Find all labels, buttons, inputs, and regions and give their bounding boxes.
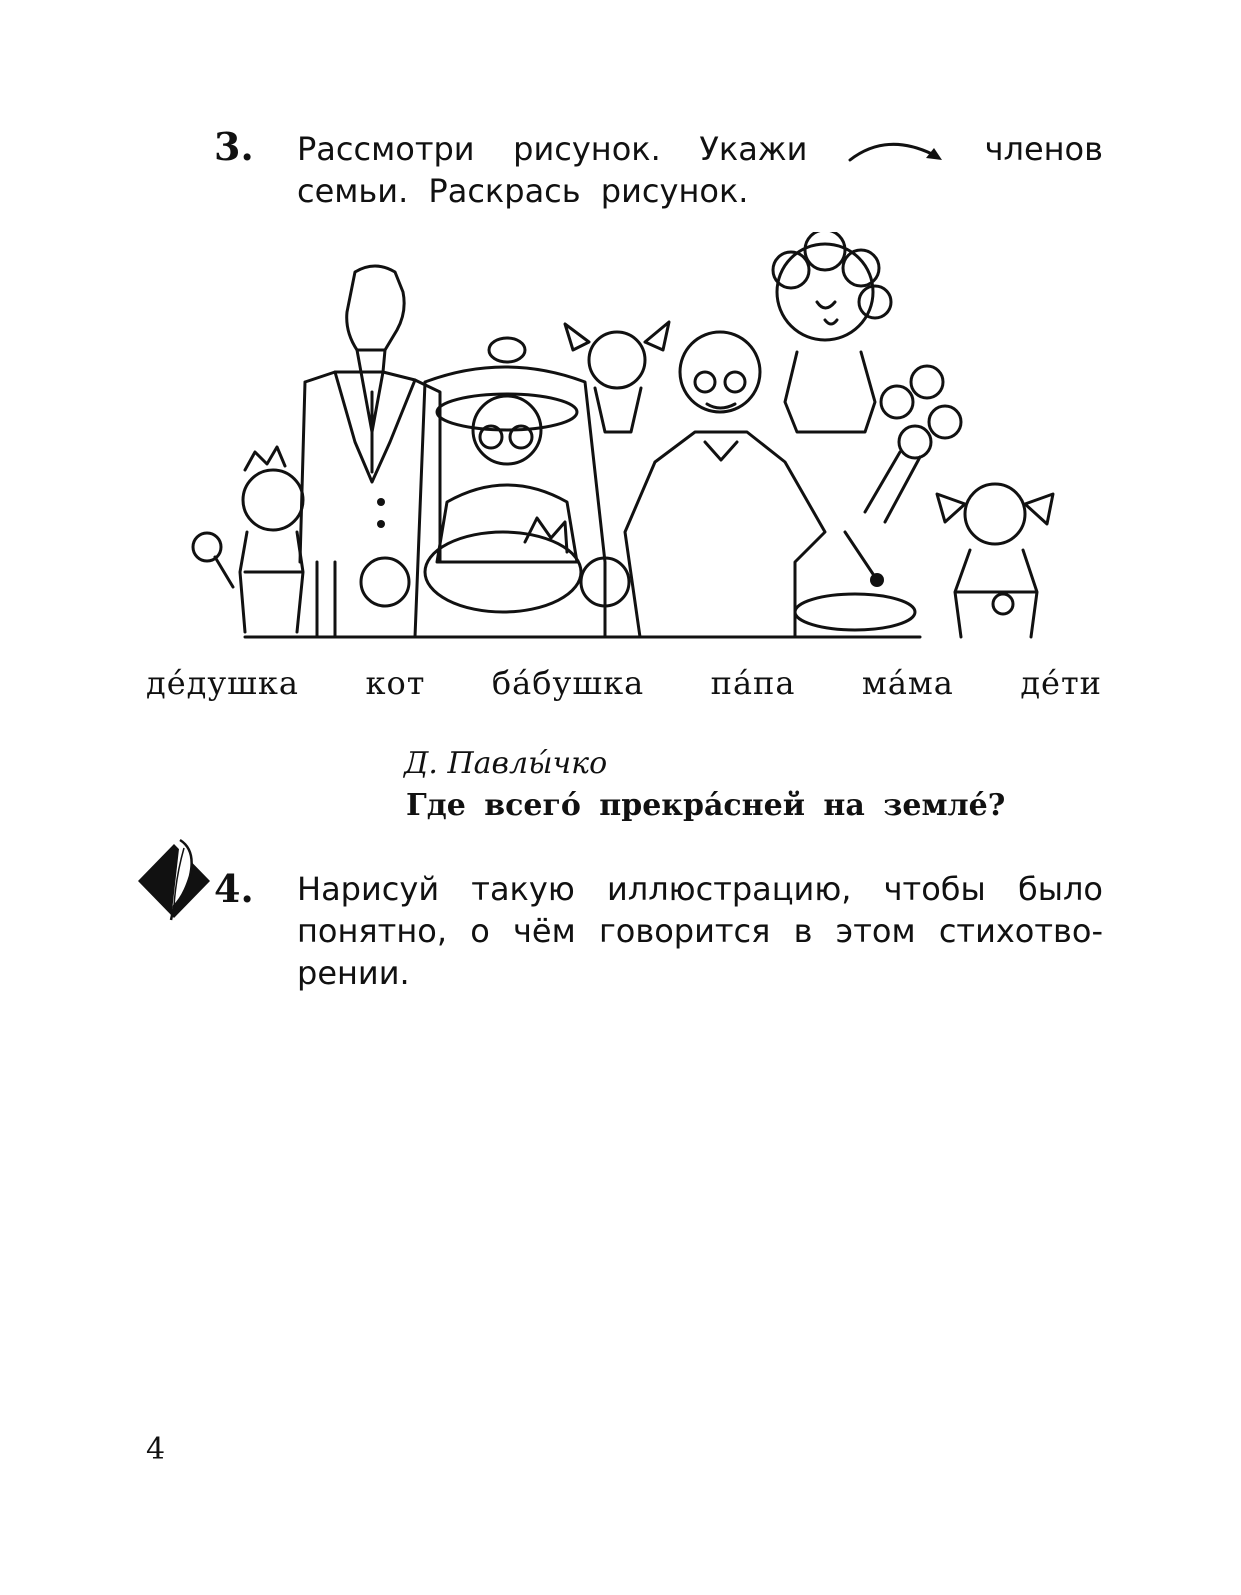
father-figure xyxy=(300,266,440,637)
task-4-line-1: Нарисуй такую иллюстрацию, чтобы было xyxy=(297,870,1103,908)
task-4-line-3: рении. xyxy=(297,954,410,992)
grandmother-figure xyxy=(361,338,629,637)
task-3-line-1 xyxy=(297,128,1103,170)
word-grandmother: ба́бушка xyxy=(491,664,645,702)
feather-diamond-icon xyxy=(138,836,218,926)
task-4-line-2: понятно, о чём говорится в этом стихотво- xyxy=(297,912,1103,950)
task-3-word-1: Рассмотри xyxy=(297,130,475,168)
word-mother: ма́ма xyxy=(861,664,954,702)
task-3-word-4: членов xyxy=(984,130,1103,168)
family-illustration xyxy=(185,232,1105,652)
task-3-line-2: семьи. Раскрась рисунок. xyxy=(297,172,749,210)
word-cat: кот xyxy=(365,664,426,702)
poem-title: Где всего́ прекра́сней на земле́? xyxy=(406,788,1006,823)
family-words-row xyxy=(146,664,1102,702)
task-3-word-2: рисунок. xyxy=(513,130,661,168)
poem-author: Д. Павлы́чко xyxy=(404,746,608,781)
grandfather-figure xyxy=(625,332,884,637)
small-girl-figure xyxy=(937,484,1053,637)
task-3-number: 3. xyxy=(214,124,254,169)
task-4-number: 4. xyxy=(214,866,254,911)
word-children: де́ти xyxy=(1020,664,1102,702)
word-father: па́па xyxy=(710,664,796,702)
page-number: 4 xyxy=(146,1432,166,1467)
boy-figure xyxy=(193,447,303,632)
arrow-icon xyxy=(846,132,946,166)
task-3-word-3: Укажи xyxy=(699,130,808,168)
girl-figure xyxy=(565,322,669,432)
mother-figure xyxy=(773,232,961,630)
word-grandfather: де́душка xyxy=(146,664,299,702)
